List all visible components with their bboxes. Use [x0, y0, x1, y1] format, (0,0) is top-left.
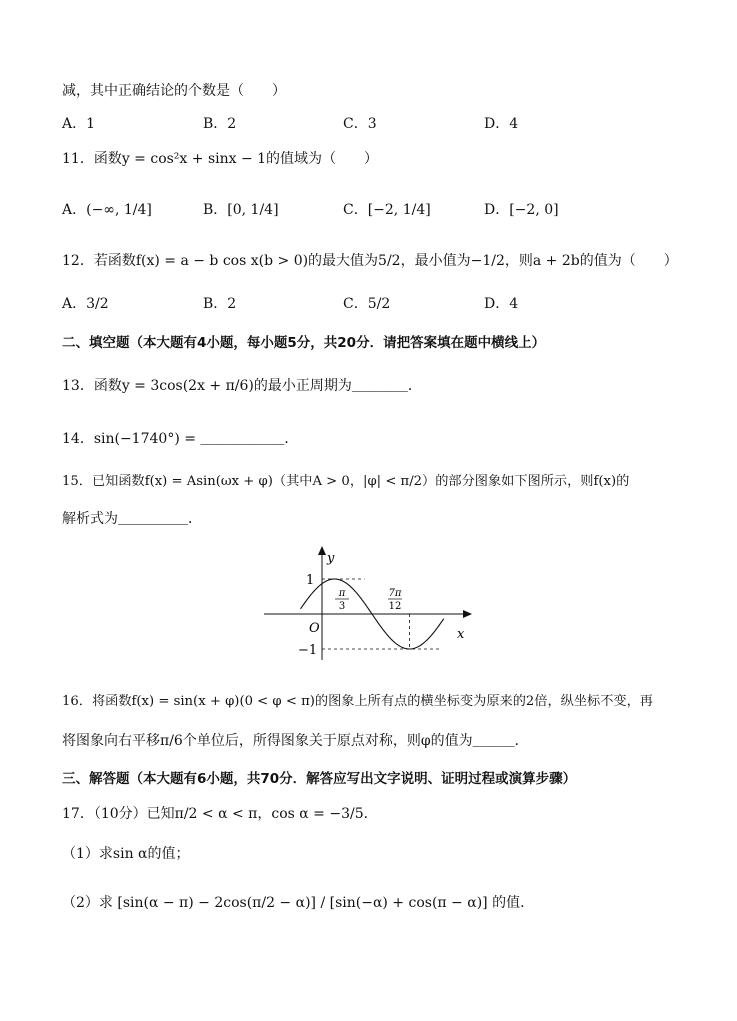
- origin-label: O: [309, 621, 320, 636]
- q16-line2: 将图象向右平移π/6个单位后，所得图象关于原点对称，则φ的值为＿＿＿．: [62, 733, 529, 749]
- q12-option-b[interactable]: B．2: [203, 296, 237, 312]
- x-axis-arrow: [463, 610, 472, 618]
- q15-line2: 解析式为＿＿＿＿＿．: [62, 511, 202, 527]
- q11-stem: 11．函数y = cos²x + sinx − 1的值域为（ ）: [62, 151, 379, 167]
- q17-part2: （2）求 [sin(α − π) − 2cos(π/2 − α)] / [sin(−α) + cos(π − α)] 的值．: [62, 895, 535, 911]
- q11-option-b[interactable]: B．[0, 1/4]: [203, 202, 279, 218]
- x-tick-label-pi-3-denominator: 3: [338, 601, 346, 612]
- q10-stem: 减，其中正确结论的个数是（ ）: [62, 83, 286, 99]
- q17-part1: （1）求sin α的值；: [62, 846, 190, 862]
- section3-heading: 三、解答题（本大题有6小题，共70分．解答应写出文字说明、证明过程或演算步骤）: [62, 771, 577, 787]
- y-tick-label-1: 1: [306, 573, 315, 588]
- q17-stem: 17．（10分）已知π/2 < α < π，cos α = −3/5．: [62, 806, 378, 822]
- y-axis-label: y: [327, 551, 335, 566]
- x-axis-label: x: [457, 627, 465, 642]
- q10-option-d[interactable]: D．4: [484, 116, 519, 132]
- q10-option-b[interactable]: B．2: [203, 116, 237, 132]
- q13-text: 13．函数y = 3cos(2x + π/6)的最小正周期为＿＿＿＿．: [62, 378, 422, 394]
- q15-line1: 15．已知函数f(x) = Asin(ωx + φ)（其中A > 0，|φ| < π/2）的部分图象如下图所示，则f(x)的: [62, 474, 630, 489]
- q12-option-c[interactable]: C．5/2: [343, 296, 391, 312]
- q11-option-a[interactable]: A．(−∞, 1/4]: [62, 202, 152, 218]
- q10-option-c[interactable]: C．3: [343, 116, 377, 132]
- q11-option-c[interactable]: C．[−2, 1/4]: [343, 202, 431, 218]
- sine-curve: [301, 579, 444, 649]
- q11-option-d[interactable]: D．[−2, 0]: [484, 202, 559, 218]
- q12-option-d[interactable]: D．4: [484, 296, 519, 312]
- x-tick-label-7pi-12-denominator: 12: [388, 601, 402, 612]
- q12-option-a[interactable]: A．3/2: [62, 296, 109, 312]
- x-tick-label-7pi-12-numerator: 7π: [388, 588, 402, 599]
- section2-heading: 二、填空题（本大题有4小题，每小题5分，共20分．请把答案填在题中横线上）: [62, 335, 546, 351]
- x-tick-label-pi-3-numerator: π: [338, 588, 346, 599]
- q12-stem: 12．若函数f(x) = a − b cos x(b > 0)的最大值为5/2，最小值为−1/2，则a + 2b的值为（ ）: [62, 253, 678, 269]
- y-axis-arrow: [318, 546, 326, 555]
- y-tick-label-neg1: −1: [298, 643, 318, 658]
- q10-option-a[interactable]: A．1: [62, 116, 96, 132]
- q16-line1: 16．将函数f(x) = sin(x + φ)(0 < φ < π)的图象上所有点的横坐标变为原来的2倍，纵坐标不变，再: [62, 694, 653, 709]
- q14-text: 14．sin(−1740°) = ＿＿＿＿＿＿．: [62, 431, 299, 447]
